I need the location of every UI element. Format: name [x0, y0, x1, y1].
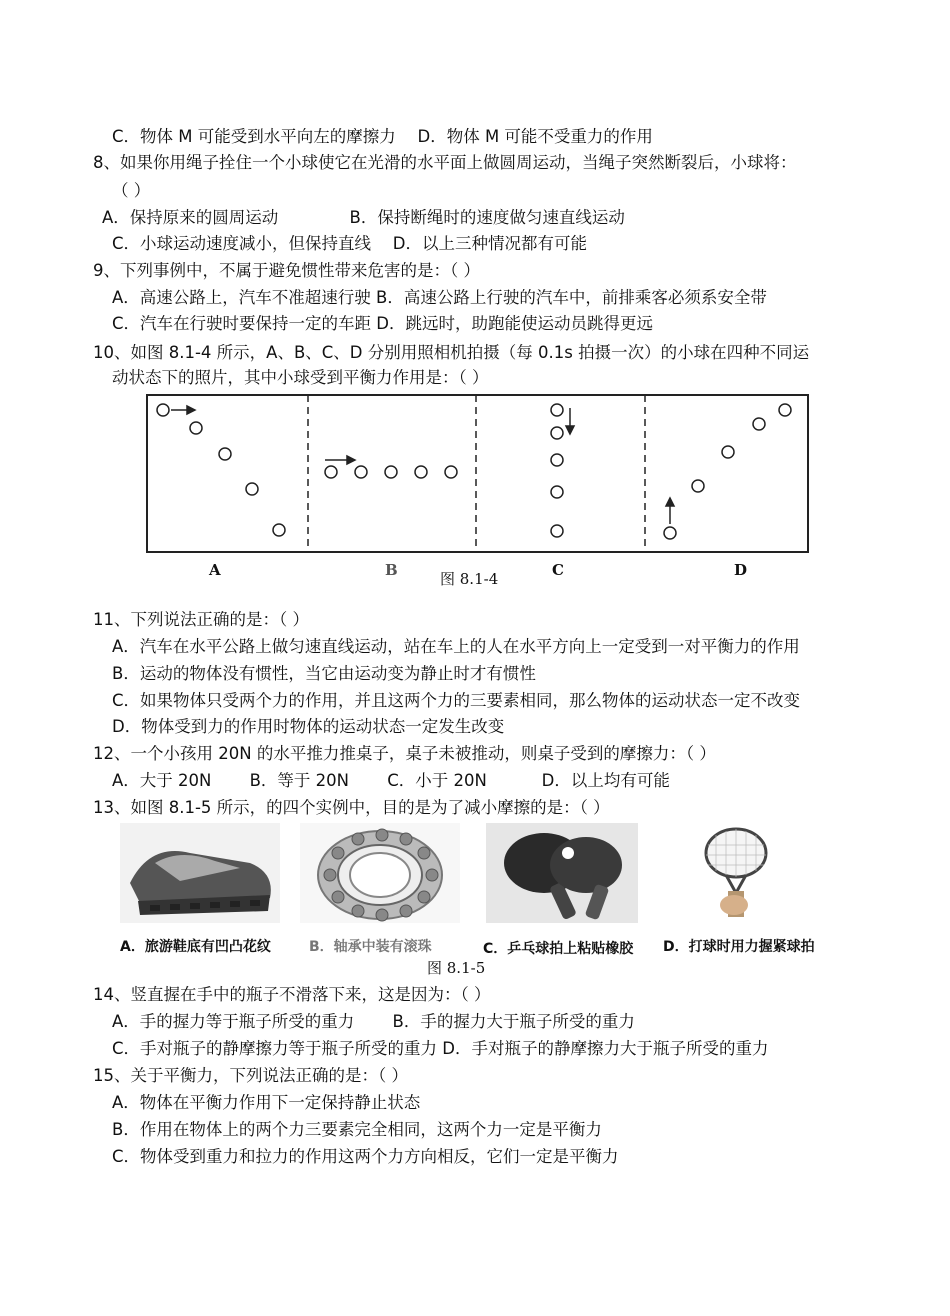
table-tennis-paddle-photo: [486, 823, 638, 923]
ball: [355, 466, 367, 478]
q15-option-c: C．物体受到重力和拉力的作用这两个力方向相反，它们一定是平衡力: [112, 1147, 619, 1166]
panel-b-arrow: [325, 456, 355, 464]
ball: [190, 422, 202, 434]
fig5-item-d-label: D．打球时用力握紧球拍: [663, 939, 815, 955]
ball: [753, 418, 765, 430]
q11-stem: 11、下列说法正确的是：（ ）: [93, 610, 309, 629]
ball: [246, 483, 258, 495]
ball: [445, 466, 457, 478]
q12-options: A．大于 20N B．等于 20N C．小于 20N D．以上均有可能: [112, 771, 670, 790]
fig5-item-c-label: C．乒乓球拍上粘贴橡胶: [483, 941, 634, 957]
q15-option-b: B．作用在物体上的两个力三要素完全相同，这两个力一定是平衡力: [112, 1120, 602, 1139]
q8-option-a-b: A．保持原来的圆周运动 B．保持断绳时的速度做匀速直线运动: [102, 208, 625, 227]
figure-8-1-5-caption: 图 8.1-5: [427, 959, 486, 977]
ball: [551, 525, 563, 537]
ball: [779, 404, 791, 416]
q8-stem: 8、如果你用绳子拴住一个小球使它在光滑的水平面上做圆周运动，当绳子突然断裂后，小球将：: [93, 153, 797, 172]
q11-option-b: B．运动的物体没有惯性，当它由运动变为静止时才有惯性: [112, 664, 536, 683]
q12-stem: 12、一个小孩用 20N 的水平推力推桌子，桌子未被推动，则桌子受到的摩擦力：（ ）: [93, 744, 716, 763]
panel-label-d: D: [734, 561, 748, 579]
panel-a-balls: [157, 404, 285, 536]
panel-label-b: B: [385, 561, 398, 579]
ball: [325, 466, 337, 478]
ball: [273, 524, 285, 536]
q8-blank: （ ）: [112, 181, 151, 200]
figure-8-1-4-caption: 图 8.1-4: [440, 570, 499, 588]
shoe-sole-photo: [120, 823, 280, 923]
ball: [415, 466, 427, 478]
q13-stem: 13、如图 8.1-5 所示，的四个实例中，目的是为了减小摩擦的是：（ ）: [93, 798, 610, 817]
figure-frame: [147, 395, 808, 552]
fig5-item-a-label: A．旅游鞋底有凹凸花纹: [120, 939, 271, 955]
ball: [157, 404, 169, 416]
ball: [692, 480, 704, 492]
racket-grip-photo: [686, 823, 786, 923]
panel-label-c: C: [552, 561, 564, 579]
ball: [722, 446, 734, 458]
q9-option-c-d: C．汽车在行驶时要保持一定的车距 D．跳远时，助跑能使运动员跳得更远: [112, 314, 653, 333]
q11-option-a: A．汽车在水平公路上做匀速直线运动，站在车上的人在水平方向上一定受到一对平衡力的作用: [112, 637, 800, 656]
q9-stem: 9、下列事例中，不属于避免惯性带来危害的是：（ ）: [93, 261, 480, 280]
ball: [664, 527, 676, 539]
q8-option-c-d: C．小球运动速度减小，但保持直线 D．以上三种情况都有可能: [112, 234, 587, 253]
q11-option-c: C．如果物体只受两个力的作用，并且这两个力的三要素相同，那么物体的运动状态一定不改变: [112, 691, 801, 710]
ball-bearing-photo: [300, 823, 460, 923]
ball: [385, 466, 397, 478]
ball: [551, 404, 563, 416]
fig5-item-b-label: B．轴承中装有滚珠: [309, 939, 432, 955]
panel-a-arrow: [171, 406, 195, 414]
q11-option-d: D．物体受到力的作用时物体的运动状态一定发生改变: [112, 717, 505, 736]
q15-option-a: A．物体在平衡力作用下一定保持静止状态: [112, 1093, 421, 1112]
ball: [551, 427, 563, 439]
panel-c-arrow: [566, 408, 574, 434]
q7-option-c-d: C．物体 M 可能受到水平向左的摩擦力 D．物体 M 可能不受重力的作用: [112, 127, 653, 146]
panel-d-balls: [664, 404, 791, 539]
q15-stem: 15、关于平衡力，下列说法正确的是：（ ）: [93, 1066, 408, 1085]
q14-stem: 14、竖直握在手中的瓶子不滑落下来，这是因为：（ ）: [93, 985, 491, 1004]
panel-d-arrow: [666, 498, 674, 524]
q9-option-a-b: A．高速公路上，汽车不准超速行驶 B．高速公路上行驶的汽车中，前排乘客必须系安全带: [112, 288, 767, 307]
q14-option-c-d: C．手对瓶子的静摩擦力等于瓶子所受的重力 D．手对瓶子的静摩擦力大于瓶子所受的重力: [112, 1039, 769, 1058]
q14-option-a-b: A．手的握力等于瓶子所受的重力 B．手的握力大于瓶子所受的重力: [112, 1012, 635, 1031]
q10-stem-line1: 10、如图 8.1-4 所示，A、B、C、D 分别用照相机拍摄（每 0.1s 拍摄一次）的小球在四种不同运: [93, 343, 810, 362]
ball: [551, 486, 563, 498]
panel-label-a: A: [209, 561, 221, 579]
panel-b-balls: [325, 466, 457, 478]
panel-c-balls: [551, 404, 563, 537]
ball: [219, 448, 231, 460]
q10-stem-line2: 动状态下的照片，其中小球受到平衡力作用是：（ ）: [112, 368, 489, 387]
ball: [551, 454, 563, 466]
figure-8-1-4: [145, 392, 811, 556]
